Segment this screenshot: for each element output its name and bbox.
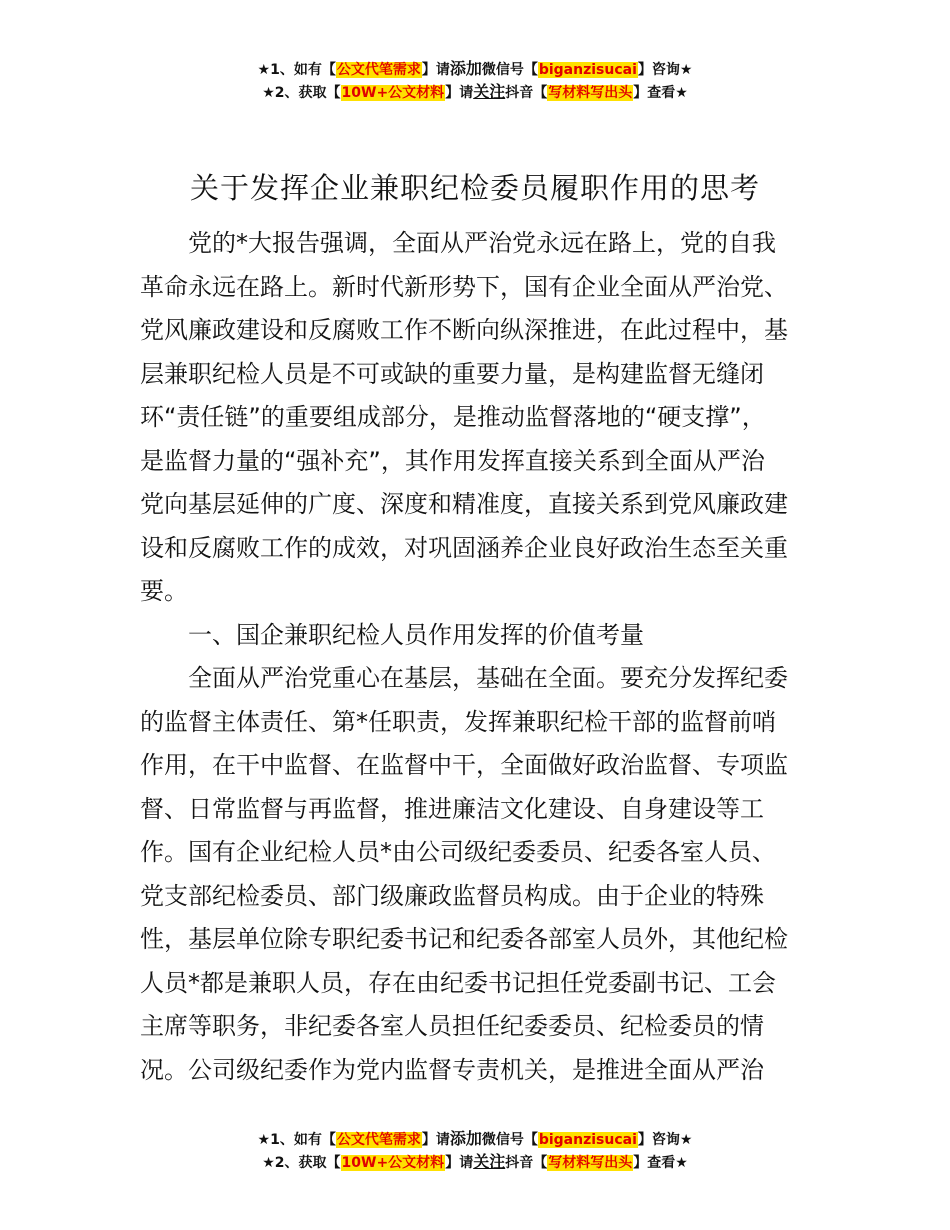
banner-highlight: 公文代笔需求 xyxy=(336,62,421,78)
banner-line-2 xyxy=(0,81,950,104)
bracket: 】 xyxy=(445,85,460,101)
banner-text: 抖音 xyxy=(505,85,534,101)
banner-text: 请 xyxy=(435,1132,450,1148)
document-body xyxy=(140,222,812,1092)
banner-text: 咨询★ xyxy=(651,1132,693,1148)
bracket: 】 xyxy=(637,62,652,78)
bracket: 】 xyxy=(633,1155,648,1171)
banner-line-1 xyxy=(0,1128,950,1151)
banner-text: 微信号 xyxy=(481,62,524,78)
text-line: 党风廉政建设和反腐败工作不断向纵深推进，在此过程中，基 xyxy=(140,316,788,344)
bracket: 【 xyxy=(326,1155,341,1171)
bracket: 【 xyxy=(533,85,548,101)
text-line: 全面从严治党重心在基层，基础在全面。要充分发挥纪委 xyxy=(188,664,788,692)
text-line: 层兼职纪检人员是不可或缺的重要力量，是构建监督无缝闭 xyxy=(140,359,764,388)
banner-emphasis: 添加 xyxy=(449,1129,482,1148)
banner-highlight-douyin: 写材料写出头 xyxy=(548,1155,633,1171)
banner-emphasis: 关注 xyxy=(473,82,506,101)
banner-text: 查看★ xyxy=(647,85,688,101)
text-line: 党向基层延伸的广度、深度和精准度，直接关系到党风廉政建 xyxy=(140,490,788,518)
text-line: 党的*大报告强调，全面从严治党永远在路上，党的自我 xyxy=(188,229,776,257)
text-line: 作。国有企业纪检人员*由公司级纪委委员、纪委各室人员、 xyxy=(140,838,776,866)
bracket: 】 xyxy=(421,62,436,78)
text-line: 作用，在干中监督、在监督中干，全面做好政治监督、专项监 xyxy=(140,751,788,779)
banner-line-1 xyxy=(0,58,950,81)
banner-highlight-douyin: 写材料写出头 xyxy=(548,85,633,101)
banner-text: 查看★ xyxy=(647,1155,688,1171)
banner-line-2 xyxy=(0,1151,950,1174)
banner-text: ★1、如有 xyxy=(257,62,322,78)
text-line: 人员*都是兼职人员，存在由纪委书记担任党委副书记、工会 xyxy=(140,968,776,997)
banner-text: ★2、获取 xyxy=(262,85,327,101)
section-heading xyxy=(140,614,812,658)
text-line: 性，基层单位除专职纪委书记和纪委各部室人员外，其他纪检 xyxy=(140,925,788,953)
banner-text: 请 xyxy=(435,62,450,78)
banner-text: 抖音 xyxy=(505,1155,534,1171)
banner-text: ★2、获取 xyxy=(262,1155,327,1171)
paragraph-2 xyxy=(140,657,812,1092)
text-line: 的监督主体责任、第*任职责，发挥兼职纪检干部的监督前哨 xyxy=(140,707,776,736)
banner-text: 请 xyxy=(459,1155,474,1171)
banner-text: 微信号 xyxy=(481,1132,524,1148)
bracket: 【 xyxy=(523,1132,538,1148)
banner-emphasis: 添加 xyxy=(449,59,482,78)
bottom-banner xyxy=(0,1128,950,1174)
text-line: 是监督力量的“强补充”，其作用发挥直接关系到全面从严治 xyxy=(140,446,765,475)
text-line: 况。公司级纪委作为党内监督专责机关，是推进全面从严治 xyxy=(140,1055,764,1084)
bracket: 【 xyxy=(321,1132,336,1148)
bracket: 【 xyxy=(523,62,538,78)
bracket: 】 xyxy=(421,1132,436,1148)
top-banner xyxy=(0,58,950,104)
bracket: 】 xyxy=(637,1132,652,1148)
document-title: 关于发挥企业兼职纪检委员履职作用的思考 xyxy=(189,171,760,205)
banner-text: ★1、如有 xyxy=(257,1132,322,1148)
bracket: 】 xyxy=(633,85,648,101)
paragraph-1 xyxy=(140,222,812,614)
banner-highlight: 公文代笔需求 xyxy=(336,1132,421,1148)
banner-highlight: 10W+公文材料 xyxy=(341,1155,445,1171)
banner-highlight-wechat: biganzisucai xyxy=(538,62,637,78)
bracket: 【 xyxy=(533,1155,548,1171)
text-line: 革命永远在路上。新时代新形势下，国有企业全面从严治党、 xyxy=(140,272,788,301)
section-heading-text: 一、国企兼职纪检人员作用发挥的价值考量 xyxy=(188,620,644,649)
bracket: 】 xyxy=(445,1155,460,1171)
text-line: 要。 xyxy=(140,577,188,605)
text-line: 环“责任链”的重要组成部分，是推动监督落地的“硬支撑”， xyxy=(140,403,766,431)
text-line: 督、日常监督与再监督，推进廉洁文化建设、自身建设等工 xyxy=(140,794,764,823)
banner-highlight-wechat: biganzisucai xyxy=(538,1132,637,1148)
bracket: 【 xyxy=(326,85,341,101)
text-line: 党支部纪检委员、部门级廉政监督员构成。由于企业的特殊 xyxy=(140,881,764,910)
banner-highlight: 10W+公文材料 xyxy=(341,85,445,101)
bracket: 【 xyxy=(321,62,336,78)
text-line: 主席等职务，非纪委各室人员担任纪委委员、纪检委员的情 xyxy=(140,1012,764,1040)
text-line: 设和反腐败工作的成效，对巩固涵养企业良好政治生态至关重 xyxy=(140,533,788,562)
banner-text: 请 xyxy=(459,85,474,101)
banner-text: 咨询★ xyxy=(651,62,693,78)
banner-emphasis: 关注 xyxy=(473,1152,506,1171)
